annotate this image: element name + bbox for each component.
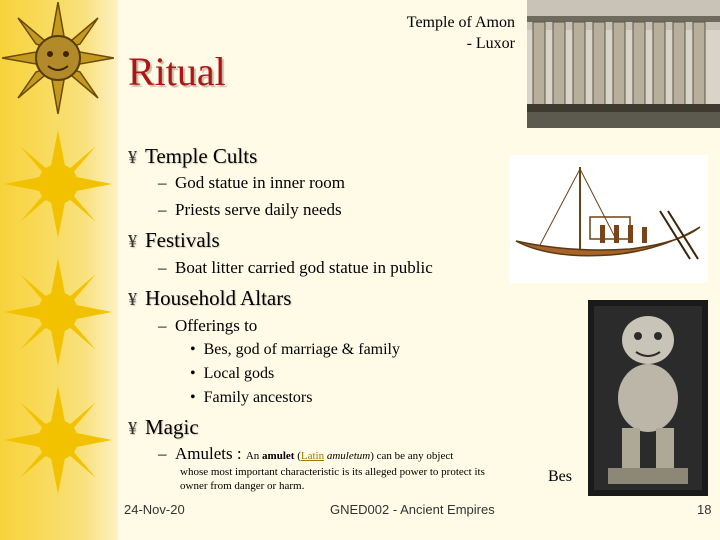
boat-photo [510,155,708,283]
bullet-festivals [128,228,220,253]
list-item-text: Priests serve daily needs [175,200,342,219]
sun-icon [2,128,114,240]
list-item [158,316,257,336]
dot-icon: • [190,365,196,382]
list-item-text: Boat litter carried god statue in public [175,258,433,277]
list-item [158,200,342,220]
dash-icon: – [158,200,167,219]
list-item-text: God statue in inner room [175,173,345,192]
amulets-label: Amulets : [175,444,242,463]
bullet-label: Household Altars [145,286,292,310]
def-rest: ) can be any object [370,450,454,462]
latin-link[interactable]: Latin [300,450,325,462]
list-item [190,341,400,359]
bullet-star-icon: ¥ [128,418,137,438]
sun-face-icon [2,2,114,114]
bullet-label: Magic [145,415,199,439]
dash-icon: – [158,444,167,463]
slide-title: Ritual [128,49,226,94]
list-item [190,389,312,407]
dash-icon: – [158,173,167,192]
def-term: amulet [262,450,295,462]
bullet-temple-cults [128,144,257,169]
bes-label: Bes [548,468,572,485]
sun-icon [2,256,114,368]
bullet-star-icon: ¥ [128,289,137,309]
list-item-text: Family ancestors [203,389,313,406]
sun-icon [2,384,114,496]
bullet-label: Festivals [145,228,220,252]
list-item-text: Bes, god of marriage & family [203,341,400,358]
list-item [190,365,274,383]
bullet-star-icon: ¥ [128,231,137,251]
bullet-star-icon: ¥ [128,147,137,167]
bullet-label: Temple Cults [145,144,258,168]
bes-statue-photo [588,300,708,496]
list-item-text: Offerings to [175,316,258,335]
list-item [158,258,433,278]
dot-icon: • [190,389,196,406]
photo-caption [380,12,515,54]
def-prefix: An [245,450,260,462]
amulet-definition [246,450,453,462]
def-open: ( [297,450,301,462]
temple-photo [527,0,720,128]
bullet-magic [128,415,199,440]
list-item-text: Local gods [203,365,275,382]
list-item [158,173,345,193]
footer-page-number: 18 [697,502,712,517]
dash-icon: – [158,316,167,335]
photo-caption-line2: - Luxor [466,35,515,52]
def-latin: amuletum [326,450,371,462]
dot-icon: • [190,341,196,358]
dash-icon: – [158,258,167,277]
photo-caption-line1: Temple of Amon [406,14,515,31]
footer-course: GNED002 - Ancient Empires [330,502,495,517]
bullet-household-altars [128,286,291,311]
amulet-note: whose most important characteristic is its alleged power to protect its owner from danger or harm. [180,466,485,492]
list-item-amulets [158,444,453,464]
footer-date: 24-Nov-20 [124,502,185,517]
